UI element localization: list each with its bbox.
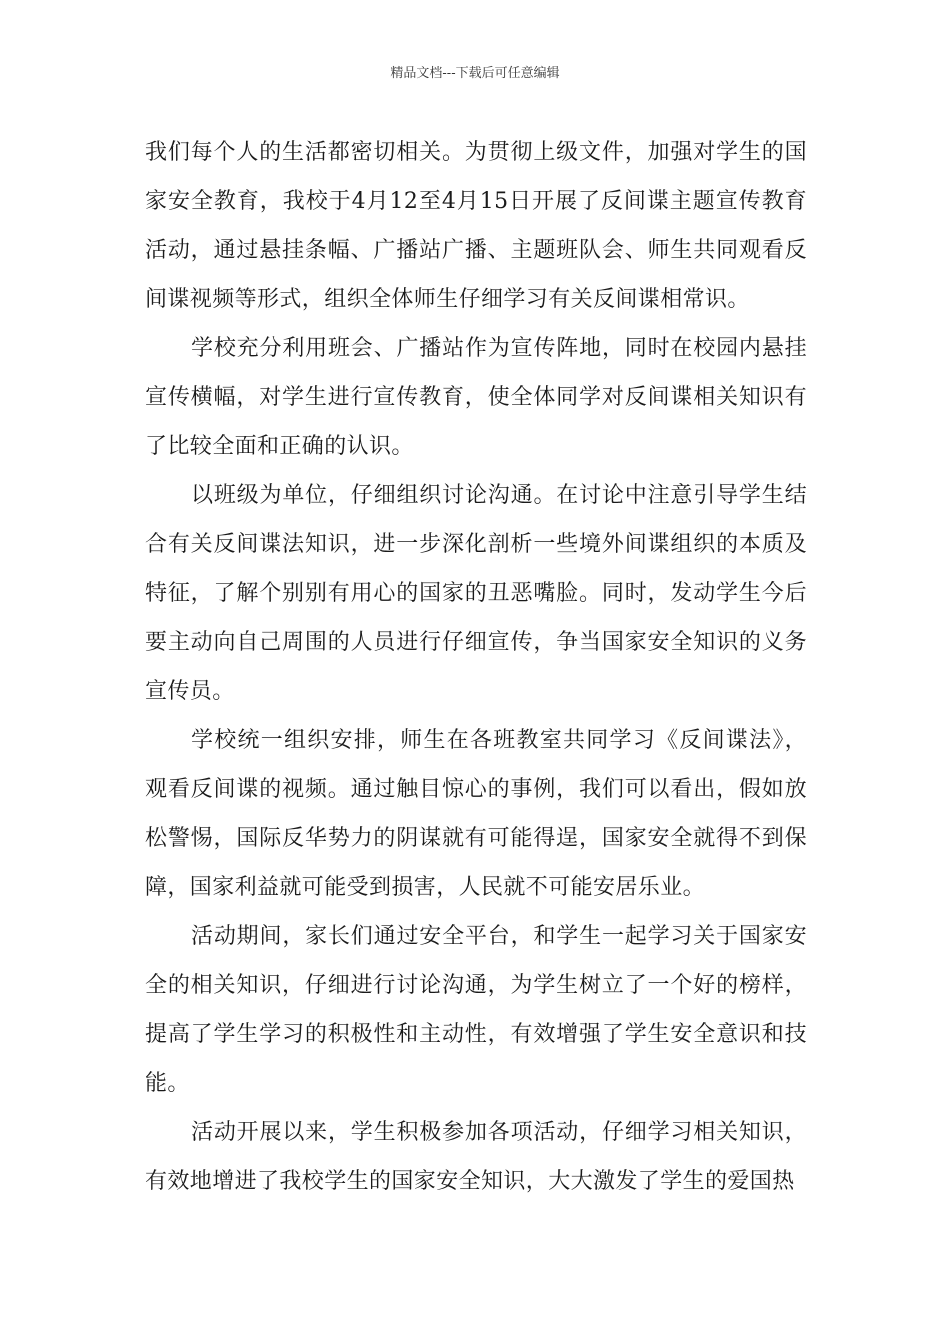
paragraph-3: 以班级为单位，仔细组织讨论沟通。在讨论中注意引导学生结合有关反间谍法知识，进一步深化剖析一些境外间谍组织的本质及特征，了解个别别有用心的国家的丑恶嘴脸。同时，发动学生今后要主动向自己周围的人员进行仔细宣传，争当国家安全知识的义务宣传员。: [145, 483, 807, 704]
paragraph-5: 活动期间，家长们通过安全平台，和学生一起学习关于国家安全的相关知识，仔细进行讨论沟通，为学生树立了一个好的榜样，提高了学生学习的积极性和主动性，有效增强了学生安全意识和技能。: [145, 924, 807, 1096]
document-body: [145, 128, 807, 1206]
paragraph-1: 我们每个人的生活都密切相关。为贯彻上级文件，加强对学生的国家安全教育，我校于4月12至4月15日开展了反间谍主题宣传教育活动，通过悬挂条幅、广播站广播、主题班队会、师生共同观看反间谍视频等形式，组织全体师生仔细学习有关反间谍相常识。: [145, 140, 807, 312]
paragraph-4: 学校统一组织安排，师生在各班教室共同学习《反间谍法》，观看反间谍的视频。通过触目惊心的事例，我们可以看出，假如放松警惕，国际反华势力的阴谋就有可能得逞，国家安全就得不到保障，国家利益就可能受到损害，人民就不可能安居乐业。: [145, 728, 807, 900]
paragraph-6: 活动开展以来，学生积极参加各项活动，仔细学习相关知识，有效地增进了我校学生的国家安全知识，大大激发了学生的爱国热: [145, 1120, 807, 1194]
paragraph-2: 学校充分利用班会、广播站作为宣传阵地，同时在校园内悬挂宣传横幅，对学生进行宣传教育，使全体同学对反间谍相关知识有了比较全面和正确的认识。: [145, 336, 807, 459]
page-header: 精品文档---下载后可任意编辑: [390, 66, 560, 81]
